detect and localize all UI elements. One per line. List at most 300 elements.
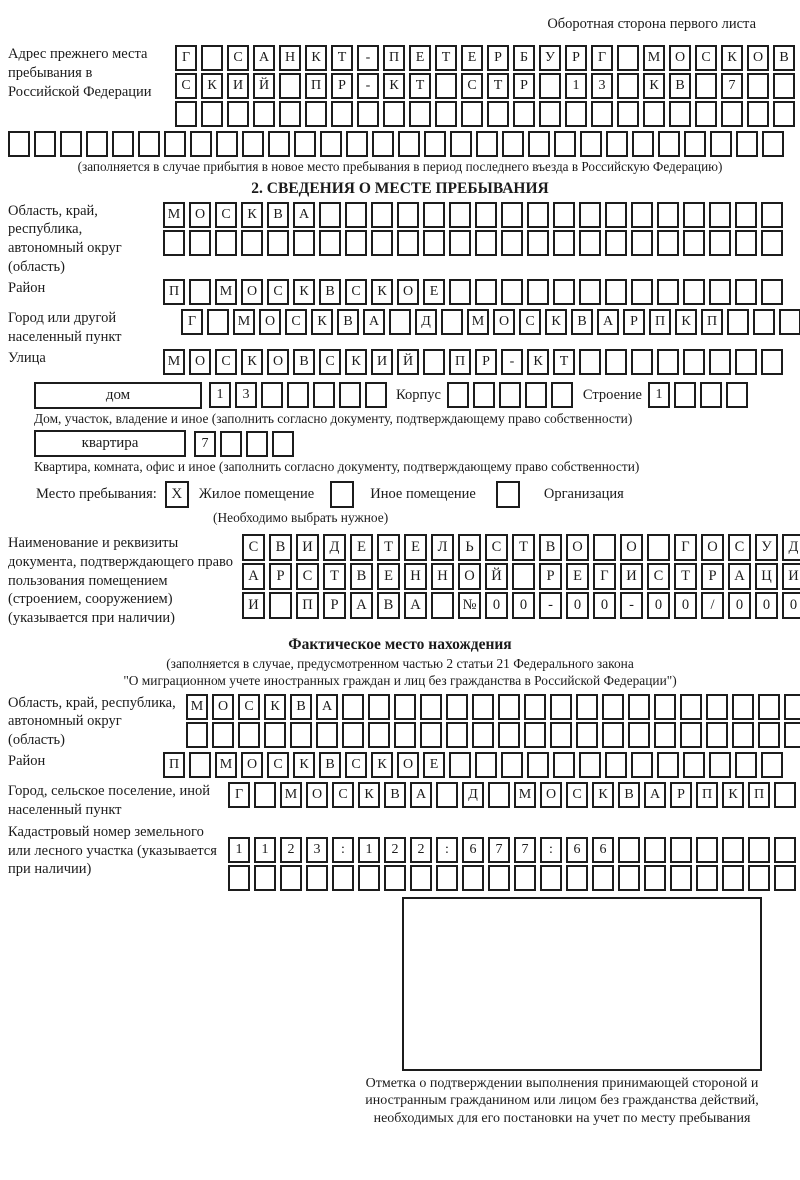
char-cell[interactable]: П bbox=[296, 592, 319, 619]
char-cell[interactable]: Д bbox=[462, 782, 484, 808]
char-cell[interactable] bbox=[365, 382, 387, 408]
char-cell[interactable]: 2 bbox=[384, 837, 406, 863]
char-cell[interactable]: Г bbox=[181, 309, 203, 335]
char-cell[interactable]: - bbox=[501, 349, 523, 375]
char-cell[interactable] bbox=[472, 694, 494, 720]
char-cell[interactable]: П bbox=[696, 782, 718, 808]
char-cell[interactable] bbox=[280, 865, 302, 891]
char-cell[interactable]: Р bbox=[323, 592, 346, 619]
char-cell[interactable]: О bbox=[458, 563, 481, 590]
char-cell[interactable]: К bbox=[721, 45, 743, 71]
char-cell[interactable] bbox=[735, 202, 757, 228]
char-cell[interactable] bbox=[294, 131, 316, 157]
char-cell[interactable]: 7 bbox=[488, 837, 510, 863]
char-cell[interactable]: 1 bbox=[209, 382, 231, 408]
char-cell[interactable]: С bbox=[332, 782, 354, 808]
char-cell[interactable]: 0 bbox=[485, 592, 508, 619]
char-cell[interactable]: 3 bbox=[235, 382, 257, 408]
char-cell[interactable] bbox=[346, 131, 368, 157]
char-cell[interactable] bbox=[553, 752, 575, 778]
char-cell[interactable] bbox=[680, 722, 702, 748]
char-cell[interactable] bbox=[643, 101, 665, 127]
apartment-type-box[interactable]: квартира bbox=[34, 430, 186, 457]
char-cell[interactable]: С bbox=[175, 73, 197, 99]
char-cell[interactable]: С bbox=[296, 563, 319, 590]
char-cell[interactable] bbox=[488, 782, 510, 808]
char-cell[interactable]: Б bbox=[513, 45, 535, 71]
char-cell[interactable] bbox=[779, 309, 800, 335]
char-cell[interactable] bbox=[449, 202, 471, 228]
char-cell[interactable]: 6 bbox=[566, 837, 588, 863]
char-cell[interactable]: Г bbox=[228, 782, 250, 808]
char-cell[interactable] bbox=[320, 131, 342, 157]
char-cell[interactable] bbox=[242, 131, 264, 157]
char-cell[interactable] bbox=[189, 230, 211, 256]
char-cell[interactable] bbox=[722, 865, 744, 891]
char-cell[interactable]: П bbox=[449, 349, 471, 375]
char-cell[interactable] bbox=[774, 782, 796, 808]
char-cell[interactable] bbox=[631, 279, 653, 305]
char-cell[interactable]: Т bbox=[674, 563, 697, 590]
char-cell[interactable] bbox=[488, 865, 510, 891]
char-cell[interactable]: О bbox=[189, 349, 211, 375]
char-cell[interactable] bbox=[435, 73, 457, 99]
char-cell[interactable]: 7 bbox=[721, 73, 743, 99]
char-cell[interactable]: 2 bbox=[280, 837, 302, 863]
char-cell[interactable] bbox=[540, 865, 562, 891]
char-cell[interactable] bbox=[654, 694, 676, 720]
char-cell[interactable]: М bbox=[186, 694, 208, 720]
char-cell[interactable]: М bbox=[233, 309, 255, 335]
char-cell[interactable] bbox=[175, 101, 197, 127]
char-cell[interactable]: В bbox=[773, 45, 795, 71]
char-cell[interactable] bbox=[735, 279, 757, 305]
char-cell[interactable]: Е bbox=[423, 279, 445, 305]
char-cell[interactable]: К bbox=[358, 782, 380, 808]
char-cell[interactable] bbox=[246, 431, 268, 457]
char-cell[interactable] bbox=[565, 101, 587, 127]
char-cell[interactable] bbox=[784, 694, 800, 720]
char-cell[interactable]: А bbox=[728, 563, 751, 590]
char-cell[interactable] bbox=[579, 279, 601, 305]
char-cell[interactable]: И bbox=[782, 563, 800, 590]
char-cell[interactable]: С bbox=[695, 45, 717, 71]
char-cell[interactable] bbox=[657, 279, 679, 305]
char-cell[interactable] bbox=[550, 694, 572, 720]
char-cell[interactable]: П bbox=[163, 752, 185, 778]
char-cell[interactable]: А bbox=[597, 309, 619, 335]
char-cell[interactable] bbox=[579, 202, 601, 228]
char-cell[interactable]: С bbox=[215, 202, 237, 228]
char-cell[interactable]: О bbox=[306, 782, 328, 808]
char-cell[interactable] bbox=[306, 865, 328, 891]
char-cell[interactable] bbox=[732, 694, 754, 720]
char-cell[interactable] bbox=[658, 131, 680, 157]
char-cell[interactable] bbox=[566, 865, 588, 891]
char-cell[interactable] bbox=[269, 592, 292, 619]
char-cell[interactable] bbox=[605, 230, 627, 256]
char-cell[interactable] bbox=[316, 722, 338, 748]
char-cell[interactable] bbox=[512, 563, 535, 590]
char-cell[interactable]: К bbox=[675, 309, 697, 335]
char-cell[interactable] bbox=[241, 230, 263, 256]
char-cell[interactable] bbox=[550, 722, 572, 748]
char-cell[interactable] bbox=[732, 722, 754, 748]
char-cell[interactable] bbox=[253, 101, 275, 127]
char-cell[interactable]: П bbox=[163, 279, 185, 305]
char-cell[interactable] bbox=[261, 382, 283, 408]
char-cell[interactable] bbox=[773, 101, 795, 127]
char-cell[interactable]: Д bbox=[415, 309, 437, 335]
char-cell[interactable]: - bbox=[357, 73, 379, 99]
char-cell[interactable]: С bbox=[485, 534, 508, 561]
char-cell[interactable] bbox=[189, 752, 211, 778]
char-cell[interactable] bbox=[553, 202, 575, 228]
char-cell[interactable] bbox=[748, 865, 770, 891]
char-cell[interactable] bbox=[473, 382, 495, 408]
char-cell[interactable]: С bbox=[319, 349, 341, 375]
char-cell[interactable] bbox=[164, 131, 186, 157]
char-cell[interactable] bbox=[631, 349, 653, 375]
char-cell[interactable]: Р bbox=[623, 309, 645, 335]
char-cell[interactable]: А bbox=[350, 592, 373, 619]
char-cell[interactable] bbox=[501, 752, 523, 778]
char-cell[interactable]: В bbox=[350, 563, 373, 590]
char-cell[interactable] bbox=[371, 202, 393, 228]
char-cell[interactable]: К bbox=[311, 309, 333, 335]
char-cell[interactable] bbox=[683, 349, 705, 375]
char-cell[interactable]: В bbox=[293, 349, 315, 375]
char-cell[interactable]: О bbox=[493, 309, 515, 335]
char-cell[interactable] bbox=[657, 202, 679, 228]
char-cell[interactable] bbox=[747, 101, 769, 127]
char-cell[interactable]: О bbox=[267, 349, 289, 375]
char-cell[interactable]: Д bbox=[323, 534, 346, 561]
char-cell[interactable]: Т bbox=[512, 534, 535, 561]
char-cell[interactable]: О bbox=[259, 309, 281, 335]
char-cell[interactable] bbox=[736, 131, 758, 157]
char-cell[interactable]: Т bbox=[553, 349, 575, 375]
char-cell[interactable]: А bbox=[410, 782, 432, 808]
char-cell[interactable] bbox=[431, 592, 454, 619]
char-cell[interactable]: С bbox=[345, 752, 367, 778]
char-cell[interactable] bbox=[424, 131, 446, 157]
char-cell[interactable]: У bbox=[755, 534, 778, 561]
char-cell[interactable] bbox=[501, 202, 523, 228]
char-cell[interactable] bbox=[368, 722, 390, 748]
char-cell[interactable]: С bbox=[345, 279, 367, 305]
char-cell[interactable]: Т bbox=[409, 73, 431, 99]
char-cell[interactable]: И bbox=[242, 592, 265, 619]
char-cell[interactable]: К bbox=[201, 73, 223, 99]
char-cell[interactable] bbox=[449, 752, 471, 778]
char-cell[interactable] bbox=[498, 694, 520, 720]
char-cell[interactable]: Р bbox=[487, 45, 509, 71]
char-cell[interactable]: К bbox=[305, 45, 327, 71]
char-cell[interactable]: У bbox=[539, 45, 561, 71]
other-premise-checkbox[interactable] bbox=[330, 481, 354, 508]
char-cell[interactable] bbox=[710, 131, 732, 157]
char-cell[interactable]: М bbox=[280, 782, 302, 808]
char-cell[interactable]: Р bbox=[539, 563, 562, 590]
char-cell[interactable] bbox=[605, 279, 627, 305]
char-cell[interactable] bbox=[618, 865, 640, 891]
char-cell[interactable]: А bbox=[293, 202, 315, 228]
char-cell[interactable]: Т bbox=[377, 534, 400, 561]
char-cell[interactable] bbox=[498, 722, 520, 748]
char-cell[interactable]: 2 bbox=[410, 837, 432, 863]
char-cell[interactable]: К bbox=[371, 279, 393, 305]
char-cell[interactable] bbox=[657, 230, 679, 256]
char-cell[interactable] bbox=[420, 694, 442, 720]
char-cell[interactable] bbox=[592, 865, 614, 891]
char-cell[interactable]: М bbox=[215, 279, 237, 305]
char-cell[interactable]: 0 bbox=[782, 592, 800, 619]
char-cell[interactable]: М bbox=[163, 202, 185, 228]
char-cell[interactable] bbox=[721, 101, 743, 127]
char-cell[interactable]: Р bbox=[331, 73, 353, 99]
char-cell[interactable] bbox=[358, 865, 380, 891]
char-cell[interactable] bbox=[345, 230, 367, 256]
char-cell[interactable]: В bbox=[269, 534, 292, 561]
char-cell[interactable] bbox=[528, 131, 550, 157]
char-cell[interactable]: С bbox=[728, 534, 751, 561]
char-cell[interactable]: О bbox=[397, 752, 419, 778]
char-cell[interactable] bbox=[397, 230, 419, 256]
char-cell[interactable] bbox=[539, 73, 561, 99]
char-cell[interactable] bbox=[670, 865, 692, 891]
char-cell[interactable]: К bbox=[264, 694, 286, 720]
char-cell[interactable] bbox=[680, 694, 702, 720]
char-cell[interactable] bbox=[683, 202, 705, 228]
char-cell[interactable] bbox=[264, 722, 286, 748]
char-cell[interactable] bbox=[436, 782, 458, 808]
char-cell[interactable]: Г bbox=[593, 563, 616, 590]
char-cell[interactable] bbox=[342, 694, 364, 720]
char-cell[interactable]: С bbox=[267, 752, 289, 778]
char-cell[interactable] bbox=[695, 101, 717, 127]
char-cell[interactable]: В bbox=[384, 782, 406, 808]
char-cell[interactable] bbox=[696, 865, 718, 891]
char-cell[interactable]: Г bbox=[175, 45, 197, 71]
char-cell[interactable] bbox=[525, 382, 547, 408]
char-cell[interactable]: И bbox=[371, 349, 393, 375]
char-cell[interactable] bbox=[447, 382, 469, 408]
char-cell[interactable] bbox=[617, 45, 639, 71]
char-cell[interactable]: А bbox=[644, 782, 666, 808]
char-cell[interactable] bbox=[700, 382, 722, 408]
char-cell[interactable]: Е bbox=[377, 563, 400, 590]
char-cell[interactable] bbox=[758, 722, 780, 748]
char-cell[interactable] bbox=[216, 131, 238, 157]
char-cell[interactable] bbox=[215, 230, 237, 256]
char-cell[interactable]: О bbox=[701, 534, 724, 561]
char-cell[interactable]: С bbox=[519, 309, 541, 335]
char-cell[interactable] bbox=[220, 431, 242, 457]
char-cell[interactable]: С bbox=[242, 534, 265, 561]
char-cell[interactable]: Р bbox=[565, 45, 587, 71]
char-cell[interactable]: К bbox=[722, 782, 744, 808]
char-cell[interactable]: Й bbox=[253, 73, 275, 99]
char-cell[interactable]: : bbox=[436, 837, 458, 863]
char-cell[interactable] bbox=[527, 202, 549, 228]
char-cell[interactable]: 0 bbox=[593, 592, 616, 619]
char-cell[interactable] bbox=[735, 230, 757, 256]
char-cell[interactable] bbox=[527, 230, 549, 256]
char-cell[interactable] bbox=[576, 694, 598, 720]
char-cell[interactable] bbox=[313, 382, 335, 408]
char-cell[interactable] bbox=[449, 279, 471, 305]
char-cell[interactable] bbox=[186, 722, 208, 748]
char-cell[interactable] bbox=[709, 279, 731, 305]
char-cell[interactable]: : bbox=[540, 837, 562, 863]
char-cell[interactable]: А bbox=[242, 563, 265, 590]
char-cell[interactable] bbox=[709, 752, 731, 778]
char-cell[interactable] bbox=[602, 694, 624, 720]
char-cell[interactable] bbox=[290, 722, 312, 748]
char-cell[interactable] bbox=[722, 837, 744, 863]
char-cell[interactable] bbox=[254, 865, 276, 891]
char-cell[interactable] bbox=[695, 73, 717, 99]
char-cell[interactable] bbox=[605, 349, 627, 375]
char-cell[interactable]: С bbox=[267, 279, 289, 305]
char-cell[interactable] bbox=[436, 865, 458, 891]
char-cell[interactable] bbox=[475, 202, 497, 228]
char-cell[interactable]: П bbox=[748, 782, 770, 808]
char-cell[interactable]: О bbox=[566, 534, 589, 561]
char-cell[interactable]: К bbox=[293, 279, 315, 305]
char-cell[interactable] bbox=[654, 722, 676, 748]
char-cell[interactable]: Е bbox=[423, 752, 445, 778]
char-cell[interactable] bbox=[475, 752, 497, 778]
char-cell[interactable]: К bbox=[241, 202, 263, 228]
char-cell[interactable]: А bbox=[363, 309, 385, 335]
char-cell[interactable]: - bbox=[357, 45, 379, 71]
char-cell[interactable]: О bbox=[241, 752, 263, 778]
char-cell[interactable] bbox=[674, 382, 696, 408]
char-cell[interactable] bbox=[747, 73, 769, 99]
char-cell[interactable] bbox=[784, 722, 800, 748]
char-cell[interactable] bbox=[761, 202, 783, 228]
char-cell[interactable] bbox=[758, 694, 780, 720]
char-cell[interactable] bbox=[410, 865, 432, 891]
char-cell[interactable] bbox=[342, 722, 364, 748]
char-cell[interactable]: 1 bbox=[358, 837, 380, 863]
char-cell[interactable] bbox=[423, 349, 445, 375]
char-cell[interactable] bbox=[472, 722, 494, 748]
char-cell[interactable]: М bbox=[643, 45, 665, 71]
char-cell[interactable]: В bbox=[290, 694, 312, 720]
char-cell[interactable]: Й bbox=[485, 563, 508, 590]
char-cell[interactable] bbox=[34, 131, 56, 157]
char-cell[interactable] bbox=[279, 101, 301, 127]
char-cell[interactable] bbox=[762, 131, 784, 157]
char-cell[interactable]: И bbox=[296, 534, 319, 561]
char-cell[interactable] bbox=[579, 349, 601, 375]
char-cell[interactable]: М bbox=[514, 782, 536, 808]
char-cell[interactable] bbox=[138, 131, 160, 157]
char-cell[interactable]: Т bbox=[435, 45, 457, 71]
char-cell[interactable] bbox=[305, 101, 327, 127]
organization-checkbox[interactable] bbox=[496, 481, 520, 508]
char-cell[interactable]: 1 bbox=[565, 73, 587, 99]
char-cell[interactable] bbox=[339, 382, 361, 408]
char-cell[interactable]: В bbox=[571, 309, 593, 335]
char-cell[interactable]: / bbox=[701, 592, 724, 619]
char-cell[interactable]: К bbox=[371, 752, 393, 778]
char-cell[interactable] bbox=[397, 202, 419, 228]
char-cell[interactable] bbox=[279, 73, 301, 99]
char-cell[interactable] bbox=[644, 865, 666, 891]
char-cell[interactable]: В bbox=[267, 202, 289, 228]
char-cell[interactable] bbox=[446, 694, 468, 720]
char-cell[interactable]: К bbox=[383, 73, 405, 99]
char-cell[interactable]: - bbox=[539, 592, 562, 619]
char-cell[interactable] bbox=[272, 431, 294, 457]
char-cell[interactable] bbox=[394, 694, 416, 720]
char-cell[interactable] bbox=[628, 694, 650, 720]
char-cell[interactable] bbox=[461, 101, 483, 127]
char-cell[interactable] bbox=[345, 202, 367, 228]
char-cell[interactable]: К bbox=[345, 349, 367, 375]
char-cell[interactable] bbox=[319, 230, 341, 256]
char-cell[interactable]: О bbox=[212, 694, 234, 720]
char-cell[interactable]: 1 bbox=[254, 837, 276, 863]
char-cell[interactable]: 0 bbox=[512, 592, 535, 619]
char-cell[interactable]: К bbox=[293, 752, 315, 778]
char-cell[interactable] bbox=[287, 382, 309, 408]
char-cell[interactable]: Н bbox=[279, 45, 301, 71]
char-cell[interactable]: № bbox=[458, 592, 481, 619]
char-cell[interactable]: 3 bbox=[306, 837, 328, 863]
char-cell[interactable] bbox=[683, 279, 705, 305]
char-cell[interactable]: 7 bbox=[514, 837, 536, 863]
char-cell[interactable] bbox=[60, 131, 82, 157]
char-cell[interactable] bbox=[228, 865, 250, 891]
char-cell[interactable] bbox=[644, 837, 666, 863]
char-cell[interactable]: А bbox=[404, 592, 427, 619]
char-cell[interactable]: Т bbox=[323, 563, 346, 590]
char-cell[interactable] bbox=[207, 309, 229, 335]
char-cell[interactable]: Р bbox=[269, 563, 292, 590]
char-cell[interactable]: В bbox=[319, 752, 341, 778]
char-cell[interactable]: - bbox=[620, 592, 643, 619]
char-cell[interactable] bbox=[201, 45, 223, 71]
char-cell[interactable] bbox=[709, 202, 731, 228]
char-cell[interactable] bbox=[606, 131, 628, 157]
char-cell[interactable]: К bbox=[592, 782, 614, 808]
char-cell[interactable]: Р bbox=[475, 349, 497, 375]
char-cell[interactable] bbox=[554, 131, 576, 157]
char-cell[interactable]: : bbox=[332, 837, 354, 863]
char-cell[interactable] bbox=[632, 131, 654, 157]
char-cell[interactable] bbox=[735, 752, 757, 778]
char-cell[interactable]: В bbox=[539, 534, 562, 561]
char-cell[interactable] bbox=[591, 101, 613, 127]
char-cell[interactable] bbox=[372, 131, 394, 157]
char-cell[interactable]: С bbox=[647, 563, 670, 590]
char-cell[interactable] bbox=[593, 534, 616, 561]
char-cell[interactable] bbox=[513, 101, 535, 127]
char-cell[interactable] bbox=[201, 101, 223, 127]
char-cell[interactable] bbox=[449, 230, 471, 256]
char-cell[interactable] bbox=[579, 230, 601, 256]
char-cell[interactable] bbox=[293, 230, 315, 256]
char-cell[interactable] bbox=[709, 230, 731, 256]
char-cell[interactable] bbox=[441, 309, 463, 335]
char-cell[interactable]: П bbox=[383, 45, 405, 71]
char-cell[interactable] bbox=[319, 202, 341, 228]
